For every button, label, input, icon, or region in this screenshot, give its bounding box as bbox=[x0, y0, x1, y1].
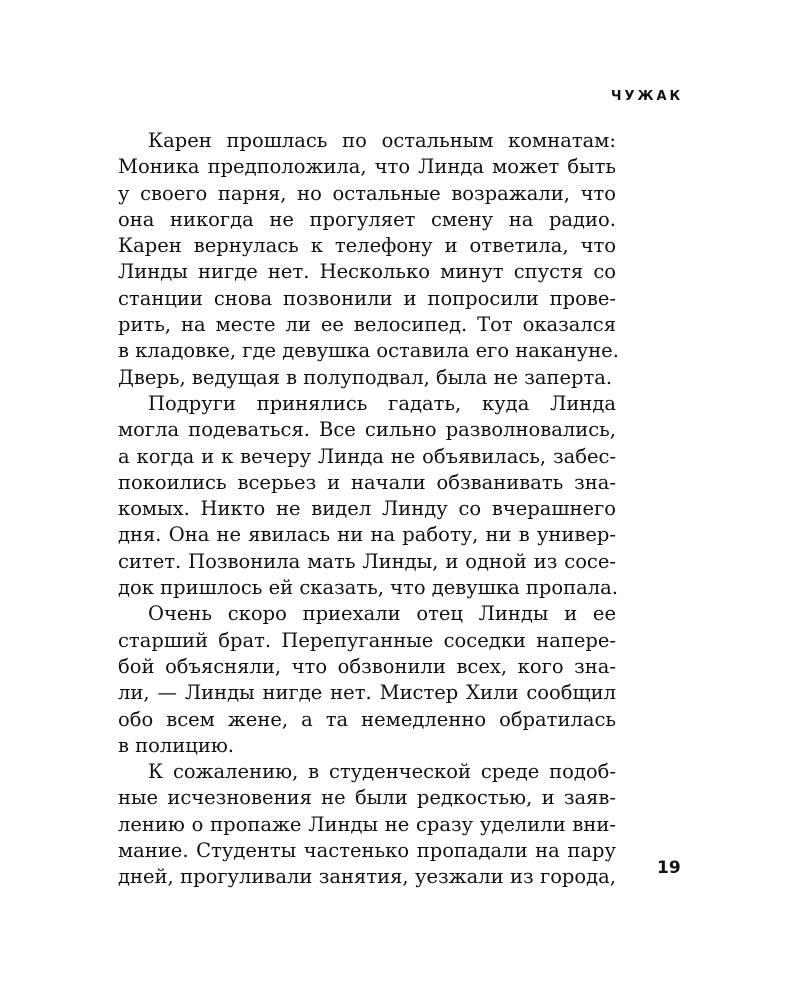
text-line: старший брат. Перепуганные соседки напере- bbox=[118, 628, 616, 652]
text-line: Карен вернулась к телефону и ответила, что bbox=[118, 234, 616, 258]
text-line: мание. Студенты частенько пропадали на пару bbox=[118, 839, 616, 863]
page-number: 19 bbox=[657, 858, 681, 878]
text-line: она никогда не прогуляет смену на радио. bbox=[118, 207, 616, 231]
text-line: в кладовке, где девушка оставила его накануне. bbox=[118, 339, 619, 363]
text-line: Моника предположила, что Линда может быть bbox=[118, 155, 616, 179]
text-line: обо всем жене, а та немедленно обратилась bbox=[118, 707, 616, 731]
text-line: станции снова позвонили и попросили прове- bbox=[118, 286, 616, 310]
text-line: дней, прогуливали занятия, уезжали из города, bbox=[118, 865, 616, 889]
body-text bbox=[118, 128, 619, 891]
text-line: покоились всерьез и начали обзванивать зна- bbox=[118, 470, 616, 494]
running-head: ЧУЖАК bbox=[611, 89, 684, 104]
text-line: в полицию. bbox=[118, 733, 235, 757]
text-line: Карен прошлась по остальным комнатам: bbox=[148, 129, 616, 152]
text-line: дня. Она не явилась ни на работу, ни в универ- bbox=[118, 523, 616, 547]
text-line: комых. Никто не видел Линду со вчерашнего bbox=[118, 497, 616, 521]
text-line: Очень скоро приехали отец Линды и ее bbox=[148, 602, 616, 626]
text-line: могла подеваться. Все сильно разволновались, bbox=[118, 418, 616, 442]
text-line: ные исчезновения не были редкостью, и заяв- bbox=[118, 786, 616, 810]
text-line: Дверь, ведущая в полуподвал, была не заперта. bbox=[118, 365, 613, 389]
text-line: К сожалению, в студенческой среде подоб- bbox=[148, 760, 616, 784]
text-line: ситет. Позвонила мать Линды, и одной из сосе- bbox=[118, 549, 616, 573]
text-line: бой объясняли, что обзвонили всех, кого зна- bbox=[118, 654, 616, 678]
text-line: Подруги принялись гадать, куда Линда bbox=[148, 391, 616, 415]
text-line: рить, на месте ли ее велосипед. Тот оказался bbox=[118, 313, 616, 337]
text-line: лению о пропаже Линды не сразу уделили вни- bbox=[118, 812, 616, 836]
text-line: ли, — Линды нигде нет. Мистер Хили сообщил bbox=[118, 681, 616, 705]
text-line: у своего парня, но остальные возражали, что bbox=[118, 181, 616, 205]
text-line: Линды нигде нет. Несколько минут спустя со bbox=[118, 260, 616, 284]
text-line: а когда и к вечеру Линда не объявилась, забес- bbox=[118, 444, 616, 468]
text-line: док пришлось ей сказать, что девушка пропала. bbox=[118, 576, 618, 600]
